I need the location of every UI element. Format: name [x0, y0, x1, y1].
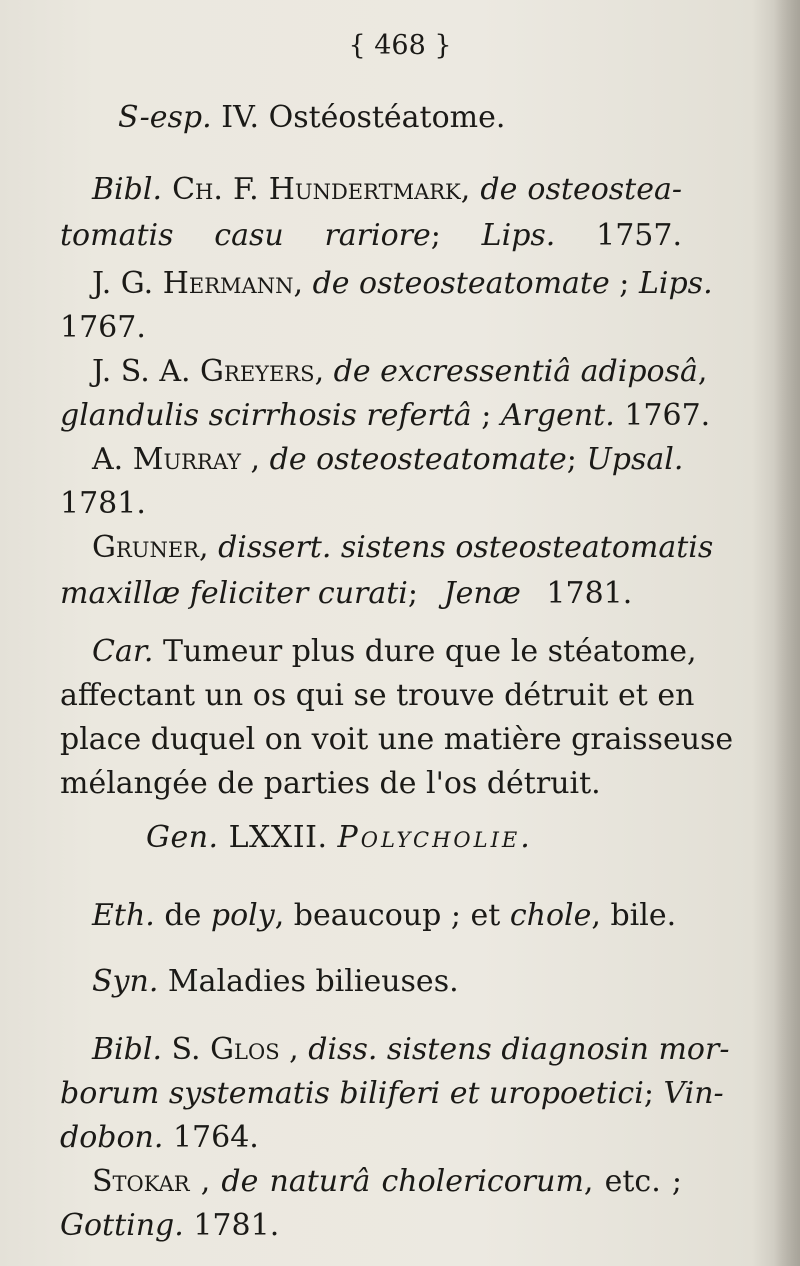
characters-text: mélangée de parties de l'os détruit.	[60, 766, 601, 801]
punctuation: ,	[460, 172, 471, 207]
author-name: J. G. Hermann	[92, 266, 294, 301]
year: 1767.	[60, 310, 146, 345]
bibliography-entry	[92, 352, 708, 392]
bibliography-entry-cont	[60, 574, 633, 614]
subspecies-name: Ostéostéatome.	[268, 100, 506, 135]
etymology-line	[92, 896, 682, 936]
work-title: de osteosteatomate	[269, 442, 567, 477]
punctuation: ;	[619, 266, 630, 301]
work-title: de osteostea-	[480, 172, 682, 207]
etymology-text: de	[164, 898, 202, 933]
place: Lips.	[481, 218, 556, 253]
punctuation: ;	[643, 1076, 654, 1111]
bibliography-entry-cont	[60, 396, 711, 436]
bibliography-label: Bibl.	[92, 1032, 162, 1067]
bibliography-entry-cont	[60, 1206, 682, 1246]
year: 1781.	[193, 1208, 280, 1243]
punctuation: ;	[481, 398, 492, 433]
punctuation: , etc. ;	[583, 1164, 682, 1199]
bibliography-entry	[92, 1030, 730, 1070]
page-number: { 468 }	[348, 30, 452, 61]
work-title: de excressentiâ adiposâ	[333, 354, 698, 389]
work-title: de osteosteatomate	[312, 266, 610, 301]
year: 1781.	[60, 486, 146, 521]
place: Upsal.	[586, 442, 684, 477]
punctuation: ;	[407, 576, 419, 611]
year: 1757.	[596, 218, 682, 253]
place: dobon.	[60, 1120, 164, 1155]
year: 1781.	[546, 576, 633, 611]
characters-text: place duquel on voit une matière graisseuse	[60, 722, 734, 757]
subspecies-label: S-esp.	[118, 100, 212, 135]
bibliography-entry	[92, 264, 713, 304]
author-name: Gruner	[92, 530, 199, 565]
punctuation: ;	[566, 442, 577, 477]
subspecies-heading	[118, 98, 678, 138]
year: 1767.	[624, 398, 711, 433]
characters-paragraph	[92, 632, 697, 672]
author-name: S. Glos	[171, 1032, 280, 1067]
place: Gotting.	[60, 1208, 184, 1243]
characters-text: affectant un os qui se trouve détruit et en	[60, 678, 695, 713]
genus-name: Polycholie.	[337, 820, 533, 855]
year: 1764.	[172, 1120, 259, 1155]
etymology-word: poly	[210, 898, 275, 933]
punctuation: ,	[314, 354, 325, 389]
characters-line	[60, 764, 682, 804]
bibliography-entry	[92, 528, 714, 568]
punctuation: ,	[289, 1032, 299, 1067]
genus-heading	[146, 818, 666, 858]
punctuation: ,	[199, 530, 209, 565]
place: Jenæ	[443, 576, 521, 611]
subspecies-numeral: IV.	[221, 100, 260, 135]
page-shadow	[774, 0, 800, 1266]
bibliography-entry-cont	[60, 216, 682, 256]
work-title: borum systematis biliferi et uropoetici	[60, 1076, 644, 1111]
place: Lips.	[638, 266, 713, 301]
punctuation: ,	[250, 442, 261, 477]
author-name: J. S. A. Greyers	[92, 354, 315, 389]
etymology-word: chole	[509, 898, 592, 933]
bibliography-entry-cont	[60, 1118, 682, 1158]
etymology-label: Eth.	[92, 898, 155, 933]
work-title: tomatis casu rariore	[60, 218, 431, 253]
synonym-label: Syn.	[92, 964, 159, 999]
punctuation: ,	[697, 354, 708, 389]
etymology-text: , beaucoup ; et	[274, 898, 501, 933]
author-name: Ch. F. Hundertmark	[172, 172, 461, 207]
work-title: diss. sistens diagnosin mor-	[308, 1032, 730, 1067]
place: Argent.	[500, 398, 615, 433]
genus-numeral: LXXII.	[228, 820, 328, 855]
work-title: dissert. sistens osteosteatomatis	[218, 530, 714, 565]
bibliography-entry	[92, 170, 682, 210]
bibliography-entry-cont	[60, 308, 682, 348]
work-title: de naturâ cholericorum	[221, 1164, 584, 1199]
genus-label: Gen.	[146, 820, 219, 855]
bibliography-entry-cont	[60, 484, 682, 524]
bibliography-entry	[92, 1162, 682, 1202]
punctuation: ,	[200, 1164, 211, 1199]
synonym-text: Maladies bilieuses.	[167, 964, 459, 999]
work-title: glandulis scirrhosis refertâ	[60, 398, 472, 433]
synonym-line	[92, 962, 682, 1002]
characters-label: Car.	[92, 634, 154, 669]
punctuation: ,	[293, 266, 304, 301]
place: Vin-	[663, 1076, 724, 1111]
bibliography-entry-cont	[60, 1074, 724, 1114]
author-name: A. Murray	[92, 442, 241, 477]
characters-line	[60, 720, 734, 760]
characters-text: Tumeur plus dure que le stéatome,	[162, 634, 697, 669]
punctuation: ;	[430, 218, 441, 253]
author-name: Stokar	[92, 1164, 190, 1199]
bibliography-label: Bibl.	[92, 172, 162, 207]
bibliography-entry	[92, 440, 682, 480]
etymology-text: , bile.	[591, 898, 677, 933]
characters-line	[60, 676, 695, 716]
work-title: maxillæ feliciter curati	[60, 576, 408, 611]
